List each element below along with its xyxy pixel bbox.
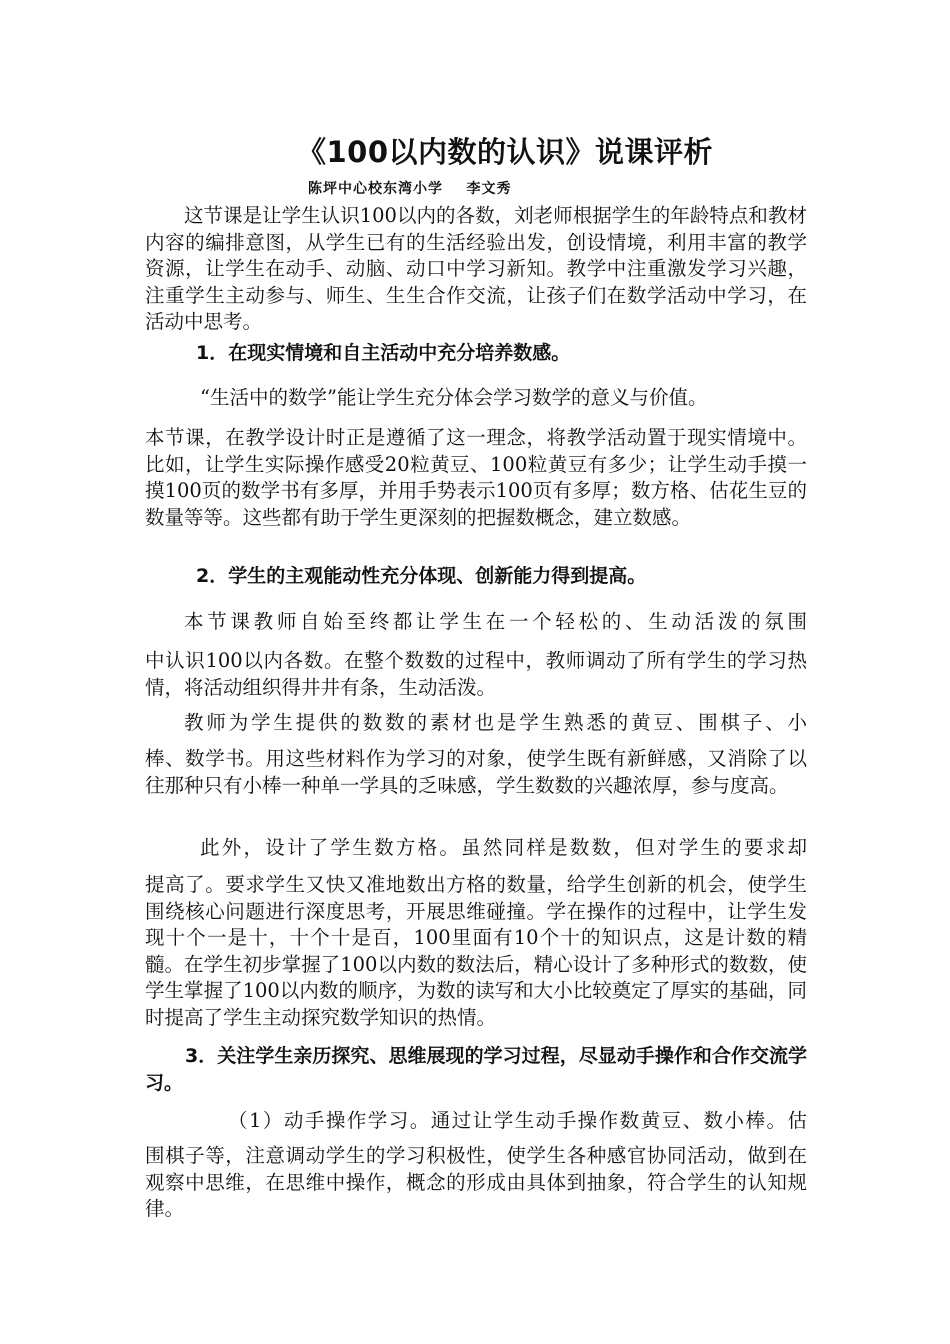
author-line: 陈坪中心校东湾小学 李文秀 bbox=[308, 181, 512, 197]
paragraph-2-first-line: 本节课教师自始至终都让学生在一个轻松的、生动活泼的氛围 bbox=[184, 610, 807, 633]
page-title: 《100以内数的认识》说课评析 bbox=[296, 135, 714, 169]
paragraph-3-first-line: 教师为学生提供的数数的素材也是学生熟悉的黄豆、围棋子、小 bbox=[184, 711, 807, 734]
paragraph-4-body: 提高了。要求学生又快又准地数出方格的数量，给学生创新的机会，使学生围绕核心问题进行深度思考，开展思维碰撞。学在操作的过程中，让学生发现十个一是十，十个十是百，100里面有10个十的知识点，这是计数的精髓。在学生初步掌握了100以内数的数法后，精心设计了多种形式的数数，使学生掌握了100以内数的顺序，为数的读写和大小比较奠定了厚实的基础，同时提高了学生主动探究数学知识的热情。 bbox=[145, 873, 807, 1029]
paragraph-5-first-line: （1）动手操作学习。通过让学生动手操作数黄豆、数小棒。估 bbox=[228, 1109, 807, 1132]
paragraph-4-first-line: 此外，设计了学生数方格。虽然同样是数数，但对学生的要求却 bbox=[200, 836, 807, 859]
paragraph-1-first-line: “生活中的数学”能让学生充分体会学习数学的意义与价值。 bbox=[200, 386, 708, 409]
paragraph-5-body: 围棋子等，注意调动学生的学习积极性，使学生各种感官协同活动，做到在观察中思维，在思维中操作，概念的形成由具体到抽象，符合学生的认知规律。 bbox=[145, 1144, 807, 1220]
intro-paragraph: 这节课是让学生认识100以内的各数，刘老师根据学生的年龄特点和教材内容的编排意图，从学生已有的生活经验出发，创设情境，利用丰富的教学资源，让学生在动手、动脑、动口中学习新知。教学中注重激发学习兴趣，注重学生主动参与、师生、生生合作交流，让孩子们在数学活动中学习，在活动中思考。 bbox=[145, 204, 807, 333]
section-heading-2: 2．学生的主观能动性充分体现、创新能力得到提高。 bbox=[196, 565, 647, 587]
section-heading-1: 1．在现实情境和自主活动中充分培养数感。 bbox=[196, 342, 571, 364]
paragraph-1-body: 本节课，在教学设计时正是遵循了这一理念，将教学活动置于现实情境中。比如，让学生实际操作感受20粒黄豆、100粒黄豆有多少；让学生动手摸一摸100页的数学书有多厚，并用手势表示100页有多厚；数方格、估花生豆的数量等等。这些都有助于学生更深刻的把握数概念，建立数感。 bbox=[145, 426, 807, 529]
paragraph-2-body: 中认识100以内各数。在整个数数的过程中，教师调动了所有学生的学习热情，将活动组织得井井有条，生动活泼。 bbox=[145, 649, 807, 699]
section-heading-3: 3．关注学生亲历探究、思维展现的学习过程，尽显动手操作和合作交流学习。 bbox=[145, 1045, 807, 1094]
paragraph-3-body: 棒、数学书。用这些材料作为学习的对象，使学生既有新鲜感，又消除了以往那种只有小棒一种单一学具的乏味感，学生数数的兴趣浓厚，参与度高。 bbox=[145, 747, 807, 797]
